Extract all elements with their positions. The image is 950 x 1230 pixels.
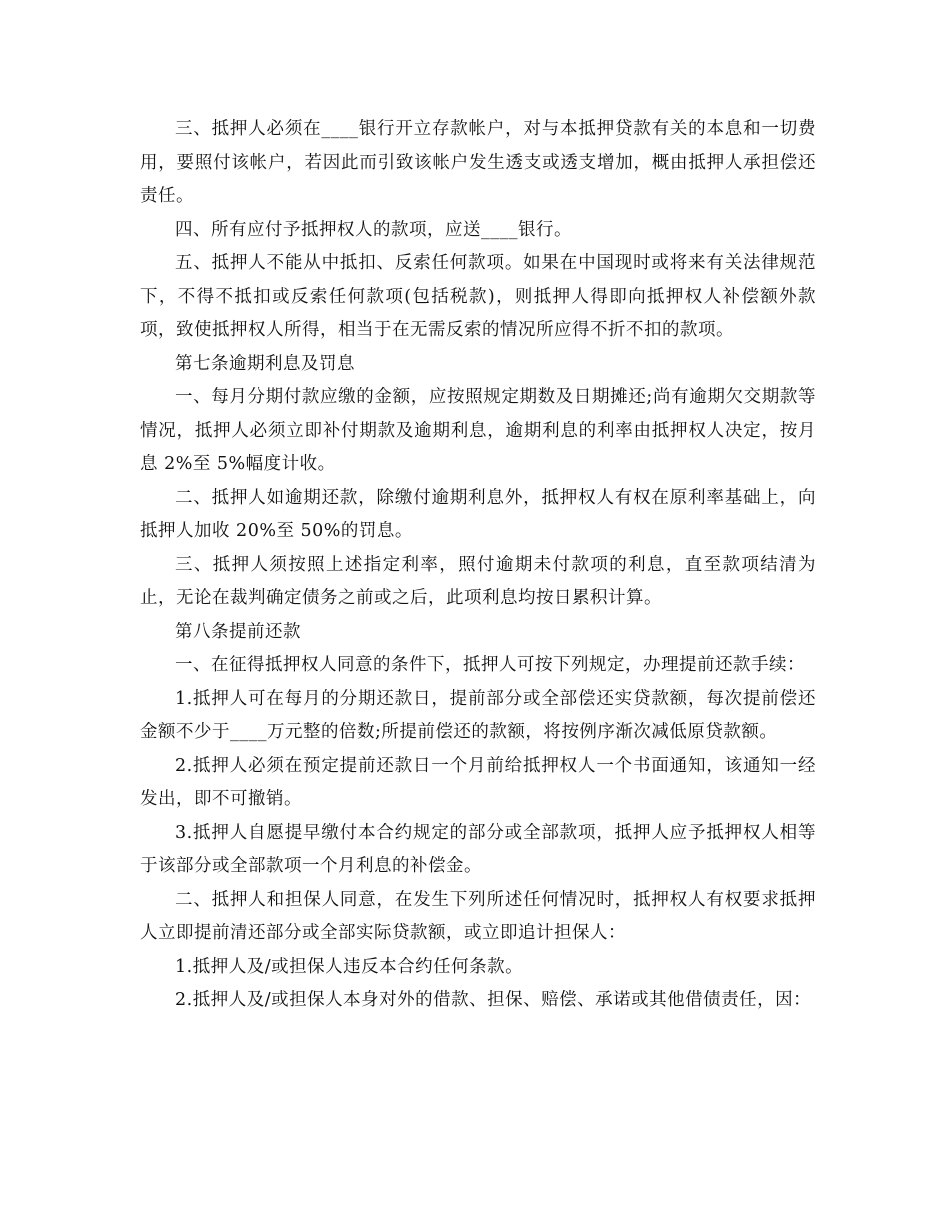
paragraph-art8-clause-2-item-2: 2.抵押人及/或担保人本身对外的借款、担保、赔偿、承诺或其他借债责任，因： [175, 990, 812, 1010]
paragraph-clause-4-payment-bank: 四、所有应付予抵押权人的款项，应送____银行。 [175, 219, 572, 240]
paragraph-art8-item-3: 3.抵押人自愿提早缴付本合约规定的部分或全部款项，抵押人应予抵押权人相等于该部分或全部款项一个月利息的补偿金。 [140, 822, 816, 876]
paragraph-art7-clause-3: 三、抵押人须按照上述指定利率，照付逾期未付款项的利息，直至款项结清为止，无论在裁判确定债务之前或之后，此项利息均按日累积计算。 [140, 554, 816, 608]
paragraph-art8-clause-1: 一、在征得抵押权人同意的条件下，抵押人可按下列规定，办理提前还款手续： [175, 655, 805, 675]
paragraph-clause-5-no-deduction: 五、抵押人不能从中抵扣、反索任何款项。如果在中国现时或将来有关法律规范下，不得不抵扣或反索任何款项(包括税款)，则抵押人得即向抵押权人补偿额外款项，致使抵押权人所得，相当于在无需反索的情况所应得不折不扣的款项。 [140, 253, 816, 340]
document-page [140, 113, 816, 1018]
article-8-heading: 第八条提前还款 [175, 621, 301, 642]
paragraph-art7-clause-1: 一、每月分期付款应缴的金额，应按照规定期数及日期摊还;尚有逾期欠交期款等情况，抵押人必须立即补付期款及逾期利息，逾期利息的利率由抵押权人决定，按月息 2%至 5%幅度计收。 [140, 387, 816, 474]
paragraph-clause-3-deposit-account: 三、抵押人必须在____银行开立存款帐户，对与本抵押贷款有关的本息和一切费用，要照付该帐户，若因此而引致该帐户发生透支或透支增加，概由抵押人承担偿还责任。 [140, 119, 816, 206]
paragraph-art8-clause-2-item-1: 1.抵押人及/或担保人违反本合约任何条款。 [175, 956, 524, 977]
article-7-heading: 第七条逾期利息及罚息 [175, 353, 355, 374]
paragraph-art8-item-1: 1.抵押人可在每月的分期还款日，提前部分或全部偿还实贷款额，每次提前偿还金额不少于____万元整的倍数;所提前偿还的款额，将按例序渐次减低原贷款额。 [140, 688, 816, 742]
paragraph-art7-clause-2: 二、抵押人如逾期还款，除缴付逾期利息外，抵押权人有权在原利率基础上，向抵押人加收 20%至 50%的罚息。 [140, 487, 816, 541]
paragraph-art8-clause-2: 二、抵押人和担保人同意，在发生下列所述任何情况时，抵押权人有权要求抵押人立即提前清还部分或全部实际贷款额，或立即追计担保人： [140, 889, 816, 943]
paragraph-art8-item-2: 2.抵押人必须在预定提前还款日一个月前给抵押权人一个书面通知，该通知一经发出，即不可撤销。 [140, 755, 816, 809]
